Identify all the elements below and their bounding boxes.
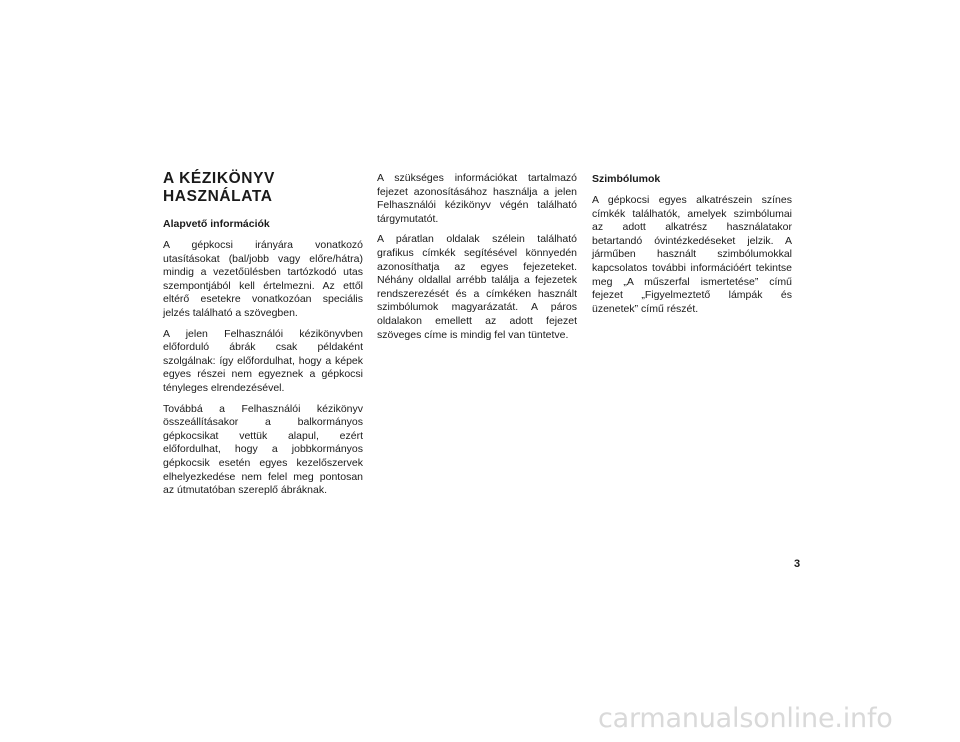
- paragraph: A szükséges információkat tartalmazó fejezet azonosításához használja a jelen Felhasználói kézikönyv végén található tárgymutatót.: [377, 172, 577, 225]
- page-number: 3: [794, 558, 801, 570]
- section-title-line-1: A KÉZIKÖNYV: [163, 170, 275, 187]
- paragraph: A gépkocsi irányára vonatkozó utasításokat (bal/jobb vagy előre/hátra) mindig a vezetőülésben tartózkodó utas szempontjából kell értelmezni. Az ettől eltérő esetekre vonatkozóan speciális jelzés található a szövegben.: [163, 239, 363, 319]
- subheading-symbols: Szimbólumok: [592, 173, 661, 185]
- paragraph: A jelen Felhasználói kézikönyvben előforduló ábrák csak példaként szolgálnak: így előfordulhat, hogy a képek egyes részei nem egyeznek a gépkocsi tényleges elrendezésével.: [163, 327, 363, 394]
- paragraph: A gépkocsi egyes alkatrészein színes címkék találhatók, amelyek szimbólumai az adott alkatrész használatakor betartandó óvintézkedéseket jelzik. A járműben használt szimbólumokkal kapcsolatos további információért tekintse meg „A műszerfal ismertetése” című fejezet „Figyelmeztető lámpák és üzenetek” című részét.: [592, 194, 792, 315]
- paragraph: A páratlan oldalak szélein található grafikus címkék segítésével könnyedén azonosíthatja az egyes fejezeteket. Néhány oldallal arrébb találja a fejezetek rendszerezését és a címkéken használt szimbólumok magyarázatát. A páros oldalakon emellett az adott fejezet szöveges címe is mindig fel van tüntetve.: [377, 233, 577, 341]
- section-title-line-2: HASZNÁLATA: [163, 188, 273, 205]
- watermark: carmanualsonline.info: [598, 703, 893, 734]
- paragraph: Továbbá a Felhasználói kézikönyv összeállításakor a balkormányos gépkocsikat vettük alapul, ezért előfordulhat, hogy a jobbkormányos gépkocsik esetén egyes kezelőszervek elhelyezkedése nem felel meg pontosan az útmutatóban szereplő ábráknak.: [163, 402, 363, 497]
- left-column: [163, 170, 363, 505]
- right-column: [592, 172, 792, 323]
- section-title: [163, 170, 363, 206]
- middle-column: [377, 172, 577, 349]
- subheading-basic-info: Alapvető információk: [163, 218, 270, 230]
